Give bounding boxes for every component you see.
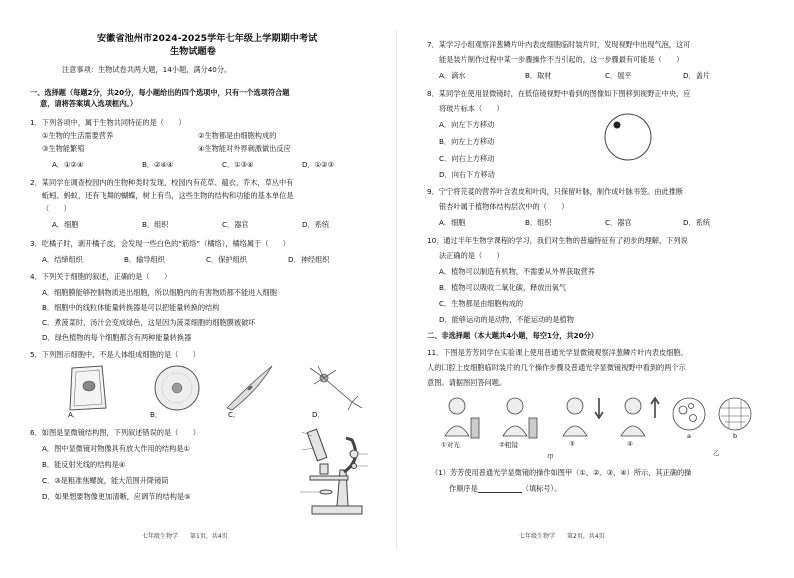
q1-choice-a[interactable]: A．①②④ bbox=[52, 160, 84, 169]
microscope-view-figure bbox=[603, 112, 653, 162]
q11-sub1-prefix: 作顺序是 bbox=[449, 484, 478, 493]
step-3-figure bbox=[563, 398, 603, 436]
q11-sub1-answer-line bbox=[449, 484, 561, 493]
left-page-footer: 七年级生物学 第1页，共4页 bbox=[142, 533, 228, 540]
q1-choice-b[interactable]: B．②④④ bbox=[142, 160, 174, 169]
figure-yi-label: 乙 bbox=[713, 449, 720, 457]
step-1-figure bbox=[445, 398, 479, 438]
q10-stem-cont: 法正确的是（ ） bbox=[439, 251, 504, 260]
exam-subtitle: 生物试题卷 bbox=[170, 46, 216, 57]
q7-stem-cont: 能是装片制作过程中某一步骤操作不当引起的，这一步骤最有可能是（ ） bbox=[439, 55, 684, 64]
right-page-footer: 七年级生物学 第2页，共4页 bbox=[519, 533, 605, 540]
q11-sub1: （1）芳芳使用普通光学显微镜的操作如图甲（①、②、③、④）所示，其正确的操 bbox=[431, 468, 692, 477]
section1-header: 一、选择题（每题2分，共20分，每小题给出的四个选项中，只有一个选项符合题 bbox=[30, 88, 290, 97]
q1-option-1: ①生物的生活需要营养 bbox=[42, 131, 114, 140]
q9-stem: 9．宁宁将芫荽的营养叶含表皮和叶肉，只保留叶脉，制作成叶脉书签。由此推断 bbox=[427, 187, 684, 196]
q7-choice-c[interactable]: C．展平 bbox=[605, 71, 632, 80]
q10-choice-c[interactable]: C．生物都是由细胞构成的 bbox=[439, 299, 524, 308]
q9-choice-b[interactable]: B．组织 bbox=[525, 218, 552, 227]
q3-choice-a[interactable]: A．结缔组织 bbox=[42, 255, 83, 264]
q5-stem: 5．下列图示细胞中，不是人体组成细胞的是（ ） bbox=[30, 350, 200, 359]
q8-choice-c[interactable]: C．向右上方移动 bbox=[439, 154, 495, 163]
q9-choice-c[interactable]: C．器官 bbox=[605, 218, 632, 227]
q4-choice-b[interactable]: B．细胞中的线粒体能量转换器是可以把能量转换的结构 bbox=[42, 303, 220, 312]
q9-choice-a[interactable]: A．细胞 bbox=[439, 218, 466, 227]
view-a-figure bbox=[673, 398, 705, 430]
q6-choice-a[interactable]: A．图中显微镜对物像具有放大作用的结构是① bbox=[42, 444, 190, 453]
view-b-figure bbox=[719, 398, 751, 430]
q6-stem: 6．如图是显微镜结构图，下列叙述错误的是（ ） bbox=[30, 428, 200, 437]
q8-choice-b[interactable]: B．向左上方移动 bbox=[439, 137, 495, 146]
q2-stem-cont: 蚯蚓、蚂蚁，还有飞舞的蝴蝶，树上有鸟，这些生物的结构和功能的基本单位是 bbox=[42, 191, 294, 200]
q9-choice-d[interactable]: D．系统 bbox=[683, 218, 711, 227]
q6-choice-c[interactable]: C．③是粗准焦螺旋，能大范围升降镜筒 bbox=[42, 476, 169, 485]
step-label-2: ②粗镜 bbox=[499, 441, 518, 449]
q1-choice-c[interactable]: C．①③④ bbox=[222, 160, 254, 169]
q10-choice-a[interactable]: A．植物可以制造有机物，不需要从外界获取营养 bbox=[439, 267, 595, 276]
q3-stem: 3．吃橘子时，剥开橘子皮，会发现一些白色的“筋络”（橘络），橘络属于（ ） bbox=[30, 239, 290, 248]
q2-choice-c[interactable]: C．器官 bbox=[222, 220, 249, 229]
q11-figures bbox=[437, 394, 767, 454]
q7-choice-d[interactable]: D．盖片 bbox=[683, 71, 711, 80]
q9-stem-cont: 银杏叶属于植物体结构层次中的（ ） bbox=[439, 202, 569, 211]
q10-stem: 10．通过半年生物学课程的学习，我们对生物的普遍特征有了初步的理解，下列说 bbox=[427, 236, 688, 245]
figure-jia-label: 甲 bbox=[547, 453, 554, 461]
q8-choice-a[interactable]: A．向左下方移动 bbox=[439, 120, 495, 129]
step-label-1: ①对光 bbox=[441, 441, 460, 449]
egg-cell-figure bbox=[155, 366, 199, 410]
step-2-figure bbox=[503, 398, 537, 438]
view-label-b: b bbox=[733, 432, 738, 440]
q2-answer-bracket: （ ） bbox=[42, 204, 71, 213]
muscle-cell-figure bbox=[227, 366, 272, 410]
q2-choice-b[interactable]: B．组织 bbox=[142, 220, 169, 229]
q5-choice-a[interactable]: A． bbox=[68, 410, 81, 419]
step-label-3: ③ bbox=[569, 440, 575, 448]
q3-choice-b[interactable]: B．输导组织 bbox=[124, 255, 165, 264]
q11-stem-cont: 人的口腔上皮细胞临时装片的几个操作步骤及普通光学显微镜视野中看到的两个示 bbox=[427, 363, 686, 372]
microscope-figure bbox=[282, 420, 382, 518]
q2-choice-d[interactable]: D．系统 bbox=[302, 220, 330, 229]
q4-choice-d[interactable]: D．绿色植物的每个细胞都含有两种能量转换器 bbox=[42, 333, 192, 342]
exam-notice: 注意事项：生物试卷共两大题，14小题，满分40分。 bbox=[62, 65, 232, 74]
q3-choice-c[interactable]: C．保护组织 bbox=[206, 255, 247, 264]
right-page bbox=[397, 0, 794, 578]
q6-choice-b[interactable]: B．能反射光线的结构是④ bbox=[42, 460, 126, 469]
q1-option-3: ③生物能繁殖 bbox=[42, 144, 85, 153]
q8-choice-d[interactable]: D．向右下方移动 bbox=[439, 170, 495, 179]
q5-choice-d[interactable]: D． bbox=[312, 410, 325, 419]
q6-choice-d[interactable]: D．如果想要物像更加清晰，应调节的结构是⑤ bbox=[42, 492, 191, 501]
cell-figures bbox=[62, 364, 388, 414]
q4-choice-a[interactable]: A．细胞膜能够控制物质进出细胞，所以细胞内的有害物质都不能进入细胞 bbox=[42, 288, 277, 297]
q7-choice-a[interactable]: A．滴水 bbox=[439, 71, 466, 80]
q11-stem-cont2: 意图。请据图回答问题。 bbox=[427, 378, 507, 387]
q11-stem: 11．下图是芳芳同学在实验课上使用普通光学显微镜观察洋葱鳞片叶内表皮细胞、 bbox=[427, 348, 688, 357]
q7-stem: 7．某学习小组观察洋葱鳞片叶内表皮细胞临时装片时，发现视野中出现气泡，这可 bbox=[427, 40, 691, 49]
q5-choice-b[interactable]: B． bbox=[150, 410, 163, 419]
q2-choice-a[interactable]: A．细胞 bbox=[52, 220, 79, 229]
q4-choice-c[interactable]: C．煮菠菜时，汤汁会变成绿色，这是因为菠菜细胞的细胞膜被破坏 bbox=[42, 318, 256, 327]
step-label-4: ④ bbox=[627, 440, 633, 448]
neuron-figure bbox=[310, 366, 362, 410]
view-label-a: a bbox=[687, 432, 691, 440]
q2-stem: 2．某同学在调查校园内的生物种类时发现，校园内有花草、蕴衣、乔木，草丛中有 bbox=[30, 178, 294, 187]
q5-choice-c[interactable]: C． bbox=[228, 410, 241, 419]
q10-choice-b[interactable]: B．植物可以吸收二氧化碳，释放出氧气 bbox=[439, 283, 567, 292]
section2-header: 二、非选择题（本大题共4小题，每空1分，共20分） bbox=[427, 331, 598, 340]
q1-choice-d[interactable]: D．①②③ bbox=[302, 160, 335, 169]
plant-cell-figure bbox=[70, 366, 106, 410]
q1-stem: 1．下列各项中，属于生物共同特征的是（ ） bbox=[30, 118, 186, 127]
q8-stem: 8．某同学在使用显微镜时，在低倍镜视野中看到的图像如下图移到视野正中央，应 bbox=[427, 89, 691, 98]
q10-choice-d[interactable]: D．能够运动的是动物，不能运动的是植物 bbox=[439, 315, 574, 324]
q11-sub1-suffix: （填标号）。 bbox=[521, 484, 562, 493]
q1-option-4: ④生物能对外界刺激做出反应 bbox=[198, 144, 291, 153]
q1-option-2: ②生物都是由细胞构成的 bbox=[198, 131, 277, 140]
q11-sub1-answer-blank[interactable] bbox=[478, 485, 522, 493]
exam-title: 安徽省池州市2024-2025学年七年级上学期期中考试 bbox=[97, 33, 318, 44]
q7-choice-b[interactable]: B．取材 bbox=[525, 71, 552, 80]
step-4-figure bbox=[621, 398, 659, 436]
q3-choice-d[interactable]: D．神经组织 bbox=[288, 255, 330, 264]
section1-header-cont: 意，请将答案填入选项框内。） bbox=[40, 99, 138, 108]
q4-stem: 4．下列关于细胞的叙述，正确的是（ ） bbox=[30, 272, 172, 281]
q8-stem-cont: 将玻片标本（ ） bbox=[439, 104, 504, 113]
